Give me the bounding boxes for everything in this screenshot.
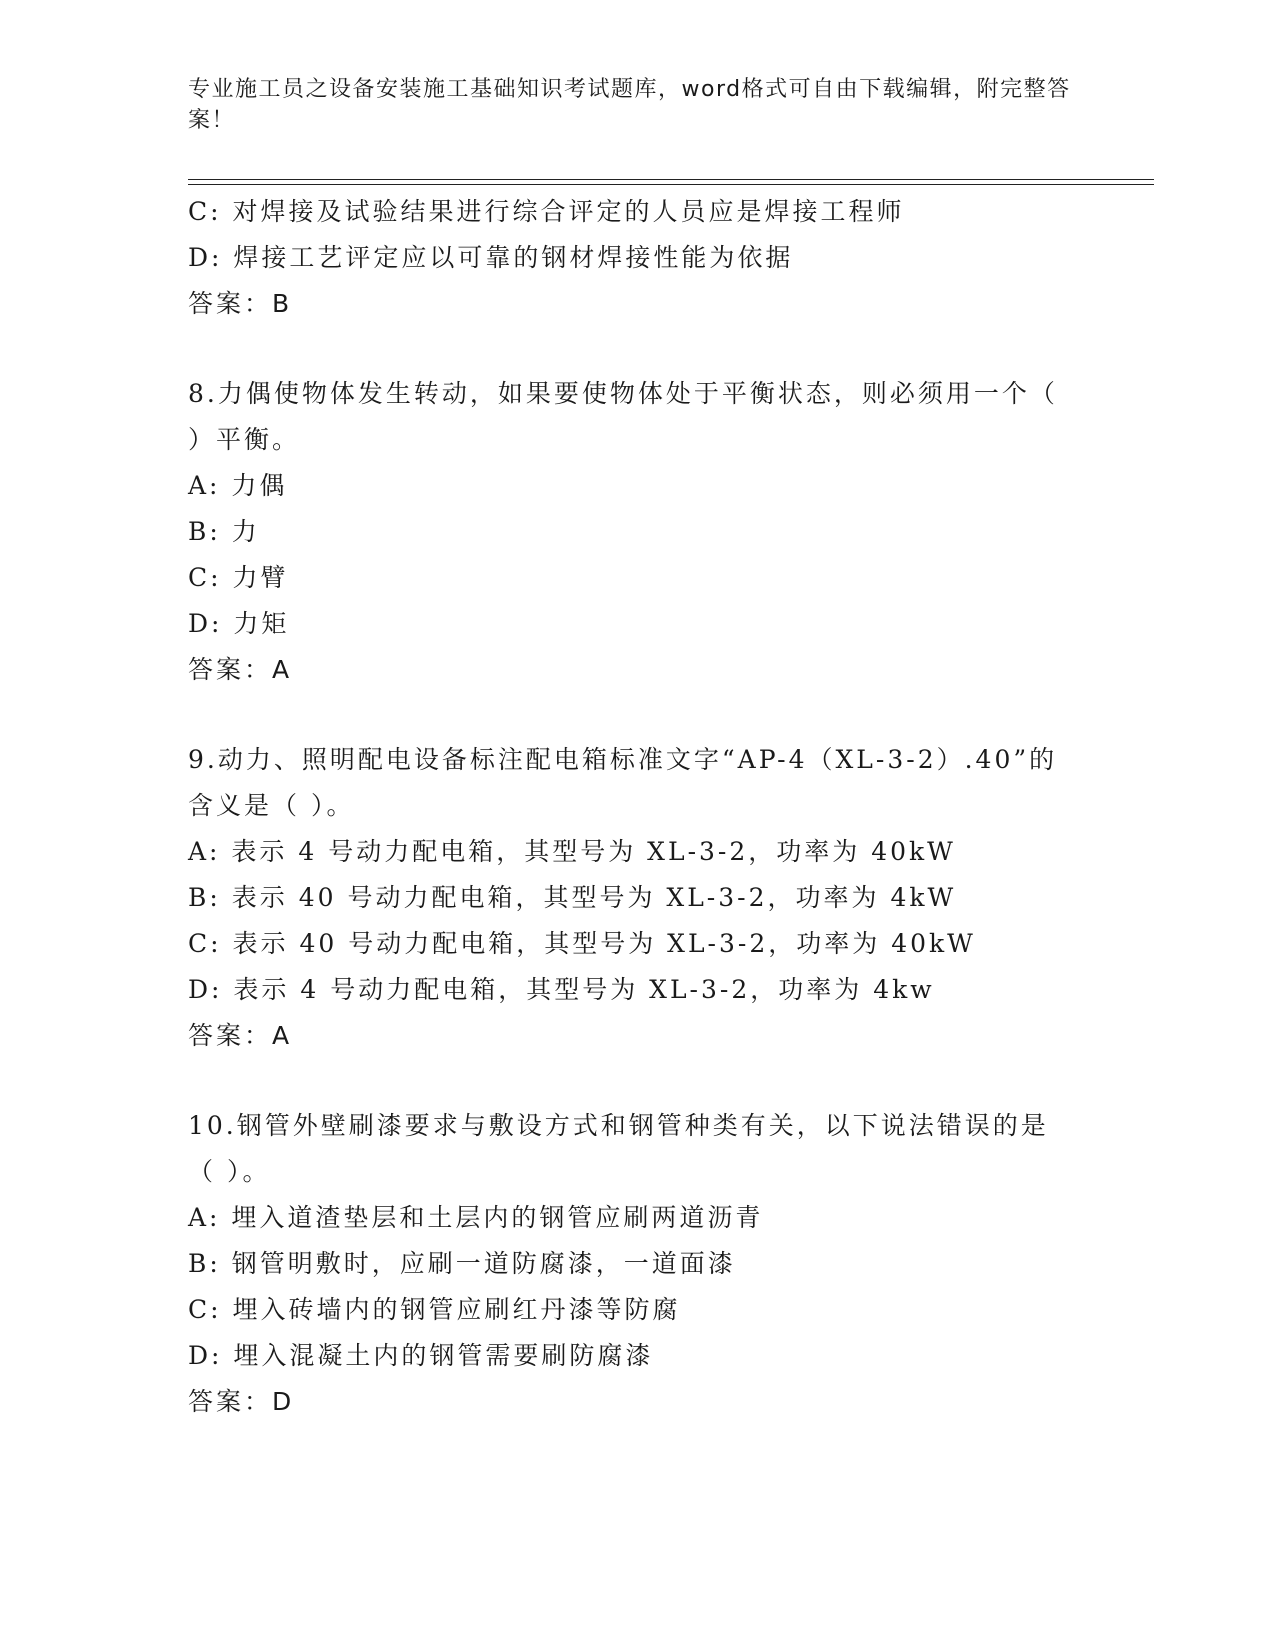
option-d: D: 力矩: [188, 609, 290, 638]
answer-line: 答案：A: [188, 655, 293, 684]
question-10: [188, 1103, 1088, 1425]
option-c: C: 力臂: [188, 563, 289, 592]
option-d: D: 表示 4 号动力配电箱，其型号为 XL-3-2，功率为 4kw: [188, 975, 935, 1004]
question-gap: [188, 327, 1088, 371]
option-a: A: 埋入道渣垫层和土层内的钢管应刷两道沥青: [188, 1203, 764, 1232]
option-a: A: 力偶: [188, 471, 288, 500]
option-b: B: 钢管明敷时，应刷一道防腐漆，一道面漆: [188, 1249, 736, 1278]
option-c: C: 对焊接及试验结果进行综合评定的人员应是焊接工程师: [188, 197, 905, 226]
header-rule-top: [188, 179, 1154, 180]
document-header: 专业施工员之设备安装施工基础知识考试题库，word格式可自由下载编辑，附完整答案！: [188, 77, 1071, 133]
option-b: B: 力: [188, 517, 260, 546]
question-gap: [188, 1059, 1088, 1103]
option-b: B: 表示 40 号动力配电箱，其型号为 XL-3-2，功率为 4kW: [188, 883, 957, 912]
option-c: C: 埋入砖墙内的钢管应刷红丹漆等防腐: [188, 1295, 681, 1324]
question-text: 9.动力、照明配电设备标注配电箱标准文字“AP-4（XL-3-2）.40”的含义是（ ）。: [188, 745, 1058, 820]
question-text: 8.力偶使物体发生转动，如果要使物体处于平衡状态，则必须用一个（ ）平衡。: [188, 379, 1058, 454]
header-rule-bottom: [188, 184, 1154, 185]
option-d: D: 埋入混凝土内的钢管需要刷防腐漆: [188, 1341, 654, 1370]
question-8: [188, 371, 1088, 693]
question-content: [188, 189, 1088, 1425]
question-9: [188, 737, 1088, 1059]
answer-line: 答案：D: [188, 1387, 295, 1416]
option-d: D: 焊接工艺评定应以可靠的钢材焊接性能为依据: [188, 243, 794, 272]
answer-line: 答案：A: [188, 1021, 293, 1050]
partial-question: [188, 189, 1088, 327]
option-c: C: 表示 40 号动力配电箱，其型号为 XL-3-2，功率为 40kW: [188, 929, 976, 958]
question-text: 10.钢管外壁刷漆要求与敷设方式和钢管种类有关，以下说法错误的是（ ）。: [188, 1111, 1049, 1186]
option-a: A: 表示 4 号动力配电箱，其型号为 XL-3-2，功率为 40kW: [188, 837, 956, 866]
answer-line: 答案：B: [188, 289, 293, 318]
question-gap: [188, 693, 1088, 737]
